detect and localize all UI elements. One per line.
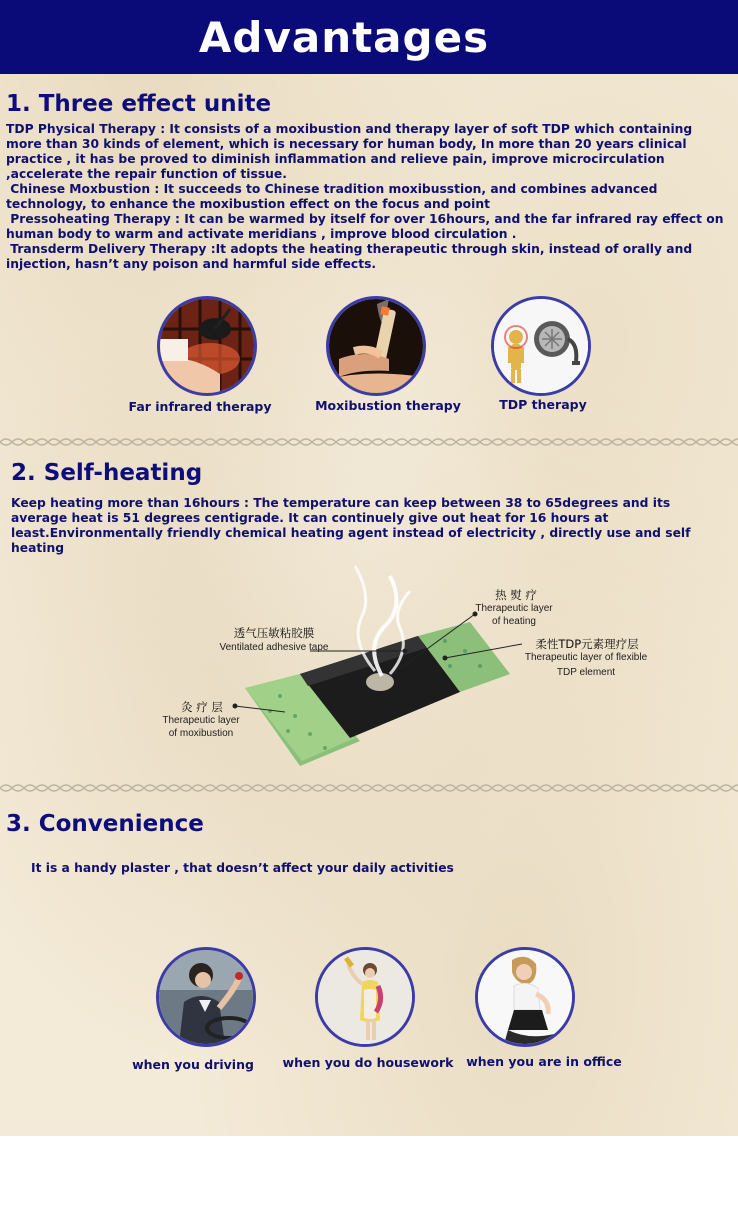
heating-layer-label-cn: 热 熨 疗 — [495, 588, 537, 602]
transderm-paragraph: Transderm Delivery Therapy :It adopts the heating therapeutic through skin, instead of orally and injection, hasn’t any poison and harmful side effects. — [6, 242, 697, 271]
moxibustion-caption: Moxibustion therapy — [315, 398, 461, 413]
heating-layer-label-en2: of heating — [492, 616, 536, 627]
office-caption: when you are in office — [466, 1054, 622, 1069]
section2-text — [11, 496, 727, 556]
driving-woman-icon — [156, 947, 256, 1047]
adhesive-tape-label-cn: 透气压敏粘胶膜 — [233, 626, 315, 640]
housework-caption: when you do housework — [282, 1055, 454, 1070]
self-heating-paragraph: Keep heating more than 16hours : The temperature can keep between 38 to 65degrees and its average heat is 51 degrees centigrade. It can continuely give out heat for 16 hours at least.Environmentally friendly chemical heating agent instead of electricity , directly use and self heating — [11, 496, 691, 555]
moxibustion-paragraph: Chinese Moxbustion : It succeeds to Chinese tradition moxibusstion, and combines advanced technology, to enhance the moxibustion effect on the focus and point — [6, 182, 662, 211]
wavy-divider — [0, 782, 738, 794]
wavy-divider — [0, 436, 738, 448]
moxibustion-layer-label-en2: of moxibustion — [168, 728, 234, 739]
section2-heading: 2. Self-heating — [11, 460, 203, 486]
tdp-lamp-icon — [491, 296, 591, 396]
section3-heading: 3. Convenience — [6, 811, 204, 837]
convenience-paragraph: It is a handy plaster , that doesn’t affect your daily activities — [31, 861, 454, 875]
housework-woman-icon — [315, 947, 415, 1047]
section1-text — [6, 122, 728, 272]
pressoheating-paragraph: Pressoheating Therapy : It can be warmed by itself for over 16hours, and the far infrared ray effect on human body to warm and activate meridians , improve blood circulation . — [6, 212, 728, 241]
tdp-caption: TDP therapy — [499, 397, 587, 412]
tdp-layer-label-en2: TDP element — [556, 667, 616, 678]
driving-caption: when you driving — [132, 1057, 254, 1072]
office-woman-icon — [475, 947, 575, 1047]
tdp-layer-label-en1: Therapeutic layer of flexible — [524, 652, 648, 663]
far-infrared-caption: Far infrared therapy — [128, 399, 272, 414]
moxibustion-layer-label-cn: 灸 疗 层 — [181, 700, 223, 714]
moxibustion-stick-icon — [326, 296, 426, 396]
tdp-layer-label-cn: 柔性TDP元素理疗层 — [535, 637, 639, 651]
banner-title: Advantages — [198, 12, 490, 62]
section3-text — [31, 861, 631, 876]
adhesive-tape-label-en: Ventilated adhesive tape — [219, 642, 329, 653]
far-infrared-lamp-icon — [157, 296, 257, 396]
moxibustion-layer-label-en1: Therapeutic layer — [162, 715, 240, 726]
tdp-therapy-paragraph: TDP Physical Therapy : It consists of a moxibustion and therapy layer of soft TDP which containing more than 30 kinds of element, which is necessary for human body, In more than 20 years clinical practice , it has be proved to diminish inflammation and relieve pain, improve microcirculation ,accelerate the repair function of tissue. — [6, 122, 693, 181]
heating-layer-label-en1: Therapeutic layer — [475, 603, 553, 614]
section1-heading: 1. Three effect unite — [6, 91, 272, 117]
banner — [0, 0, 738, 74]
